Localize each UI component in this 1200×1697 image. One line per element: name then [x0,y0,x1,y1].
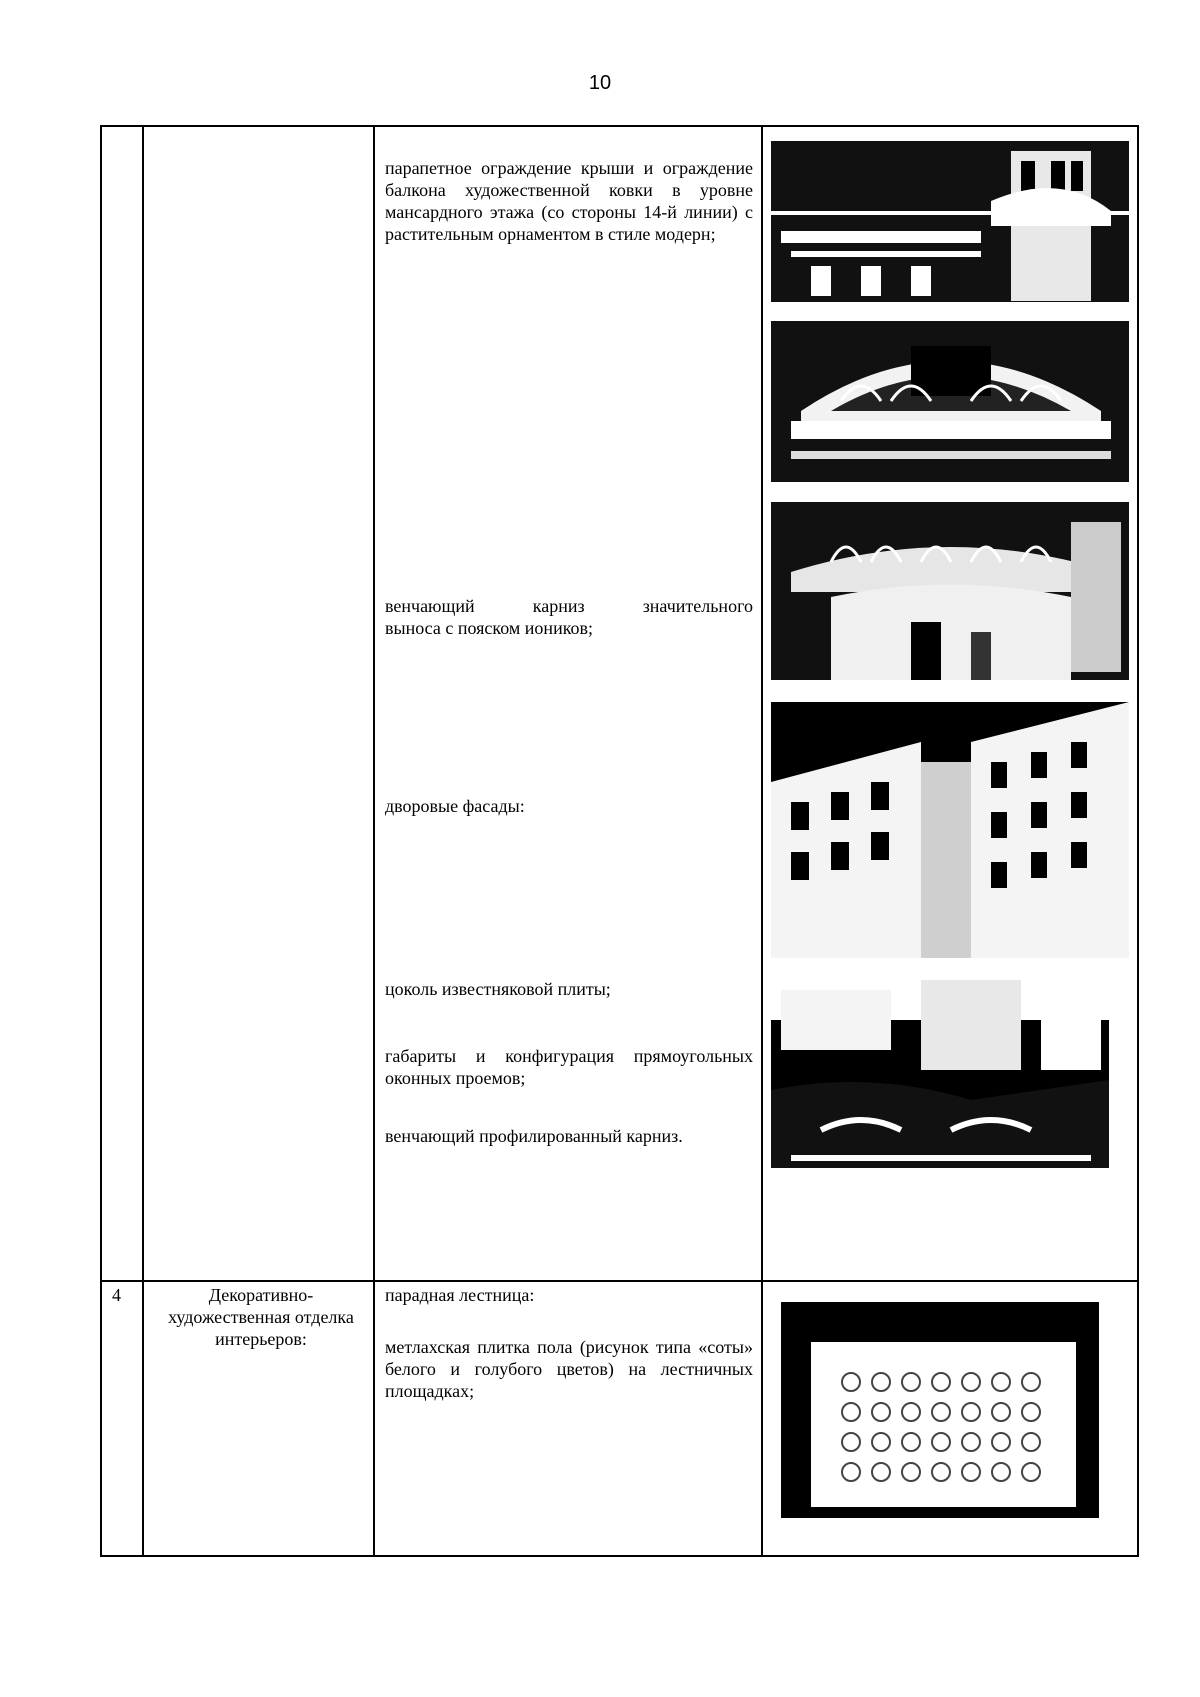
photo-cornice-ionics [771,502,1129,680]
column-divider [761,127,763,1555]
feature-text: цоколь известняковой плиты; [385,979,611,999]
feature-text: венчающий профилированный карниз. [385,1126,683,1146]
feature-text: парапетное ограждение крыши и ограждение балкона художественной ковки в уровне мансардного этажа (со стороны 14-й линии) с растительным орнаментом в стиле модерн; [385,158,753,244]
photo-parapet-balcony [771,141,1129,302]
photo-staircase-floor-tiles [781,1302,1099,1518]
heritage-table [100,125,1139,1557]
column-divider [373,127,375,1555]
feature-text: метлахская плитка пола (рисунок типа «соты» белого и голубого цветов) на лестничных площадках; [385,1337,753,1401]
photo-courtyard-facades [771,702,1129,958]
feature-text: габариты и конфигурация прямоугольных оконных проемов; [385,1046,753,1088]
feature-text: венчающий карниз значительного [385,596,753,616]
feature-text: парадная лестница: [385,1285,535,1305]
feature-text-cont: выноса с пояском иоников; [385,618,594,638]
row-number-cell: 4 [112,1285,121,1305]
page-number: 10 [588,72,612,94]
photo-balcony-railing [771,321,1129,482]
photo-plinth-windows [771,980,1109,1168]
row-divider [102,1280,1137,1282]
column-divider [142,127,144,1555]
category-cell: Декоративно-художественная отделка интерьеров: [168,1285,354,1349]
feature-text: дворовые фасады: [385,796,525,816]
